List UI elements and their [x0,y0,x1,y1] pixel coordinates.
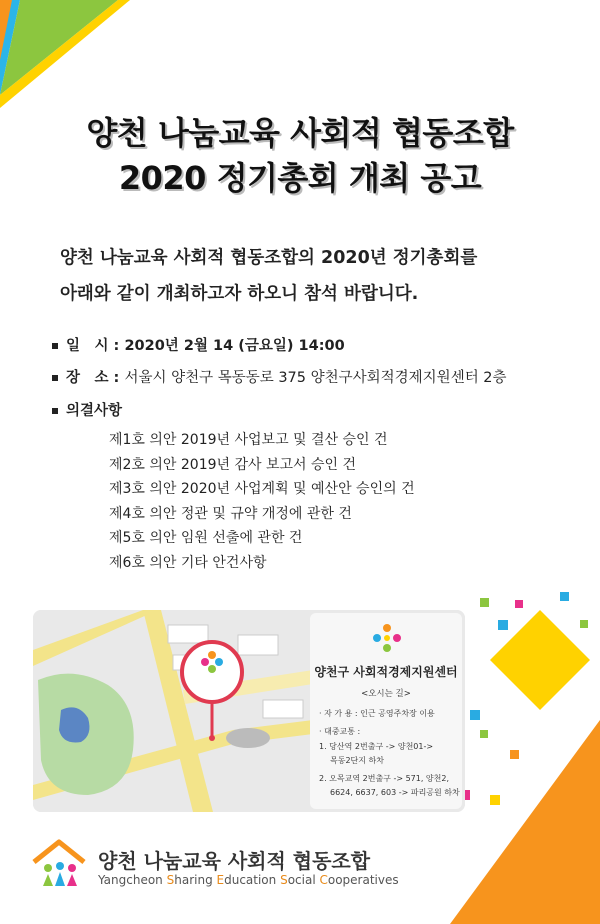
footer-en-part: ooperatives [327,873,399,887]
agenda-item: 제4호 의안 정관 및 규약 개정에 관한 건 [109,505,352,522]
place-value: 서울시 양천구 목동동로 375 양천구사회적경제지원센터 2층 [124,370,507,386]
title-line-2: 2020 정기총회 개최 공고 [118,159,482,197]
intro-paragraph [60,240,560,312]
cooperative-logo-icon [30,838,88,890]
agenda-label: 의결사항 [66,403,123,419]
footer-en-initial: C [319,873,328,887]
card-title: 양천구 사회적경제지원센터 [314,665,458,679]
date-line [52,334,345,355]
footer-en-initial: E [216,873,225,887]
route-1-line-b: 목동2단지 하차 [330,756,385,765]
place-line [52,366,507,387]
footer-en-part: Yangcheon [98,873,167,887]
parking-info: · 자 가 용 : 인근 공영주차장 이용 [319,709,435,718]
route-1-line-a: 1. 당산역 2번출구 -> 양천01-> [319,742,434,751]
corner-decoration-top-left [0,0,130,110]
intro-line-2: 아래와 같이 개최하고자 하오니 참석 바랍니다. [60,284,419,304]
footer-en-initial: S [280,873,288,887]
footer-org-name-english [98,873,399,887]
agenda-item: 제5호 의안 임원 선출에 관한 건 [109,530,303,546]
bullet-square [52,343,58,349]
footer-org-name: 양천 나눔교육 사회적 협동조합 [98,849,371,873]
agenda-list [109,428,415,575]
agenda-header [52,399,122,420]
agenda-item: 제2호 의안 2019년 감사 보고서 승인 건 [109,456,357,473]
bullet-square [52,375,58,381]
route-2-line-b: 6624, 6637, 603 -> 파리공원 하차 [330,788,460,797]
title-line-1: 양천 나눔교육 사회적 협동조합 [86,114,514,152]
date-label: 일 시 : [66,338,120,354]
date-value: 2020년 2월 14 (금요일) 14:00 [124,338,345,354]
footer-en-part: ocial [287,873,320,887]
directions-card [310,613,462,809]
place-label: 장 소 : [66,370,120,386]
agenda-item: 제3호 의안 2020년 사업계획 및 예산안 승인의 건 [109,481,415,497]
card-subtitle: <오시는 길> [361,689,411,699]
footer-en-part: ducation [224,873,281,887]
agenda-item: 제6호 의안 기타 안건사항 [109,554,267,571]
intro-line-1: 양천 나눔교육 사회적 협동조합의 2020년 정기총회를 [60,248,478,268]
center-logo-icon [370,621,404,655]
footer-en-part: haring [174,873,217,887]
bullet-square [52,408,58,414]
agenda-item: 제1호 의안 2019년 사업보고 및 결산 승인 건 [109,432,388,448]
route-2-line-a: 2. 오목교역 2번출구 -> 571, 양천2, [319,774,450,783]
footer-en-initial: S [166,873,175,887]
transit-label: · 대중교통 : [319,727,361,736]
